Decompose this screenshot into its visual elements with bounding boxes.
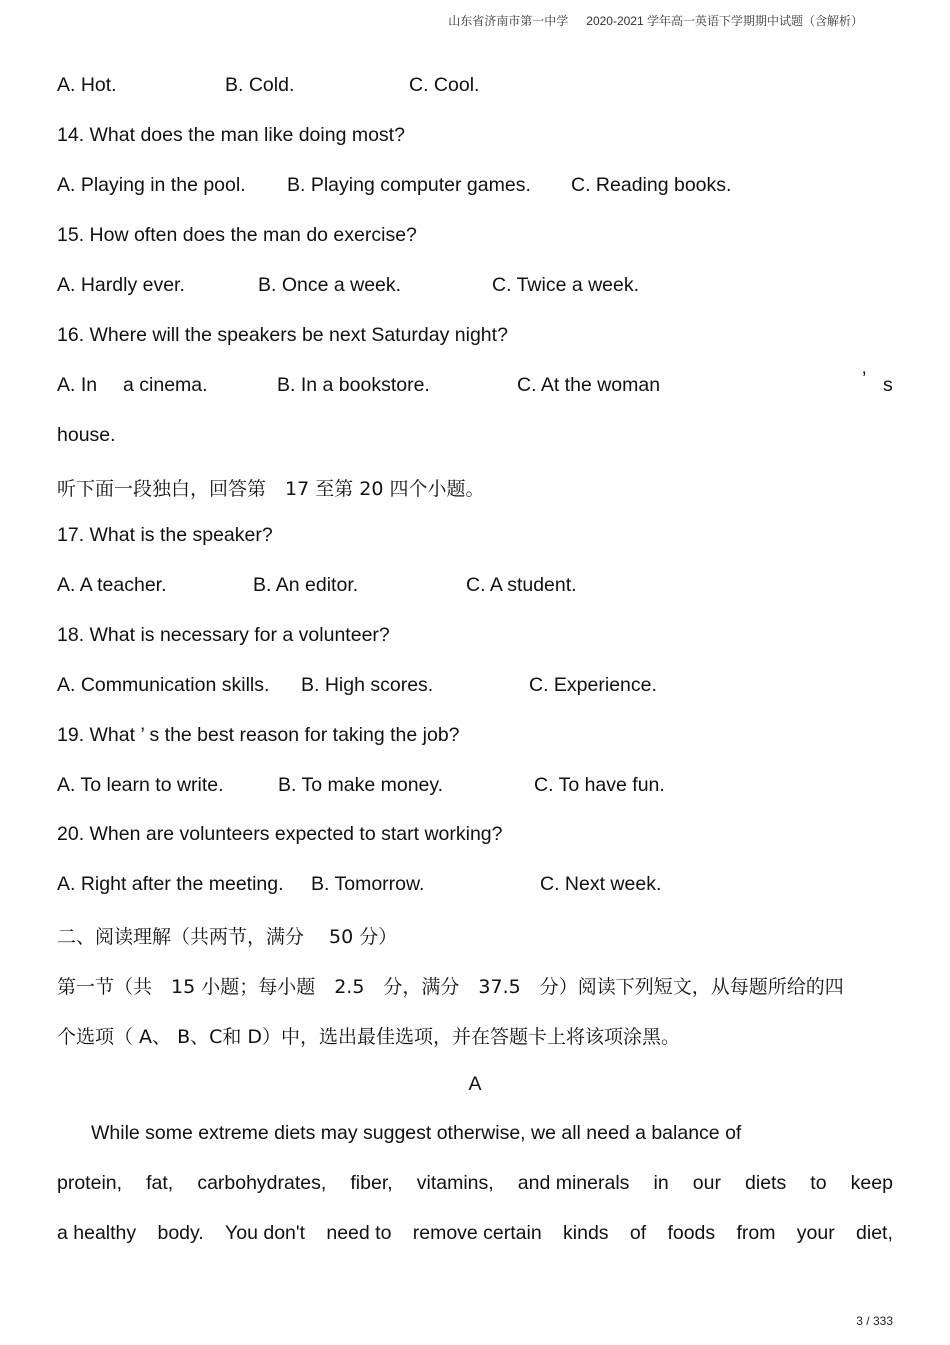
option-a: A. Hot. <box>57 74 117 96</box>
word: our <box>692 1172 721 1194</box>
section-instructions-line2: 个选项（ A、 B、C和 D）中，选出最佳选项，并在答题卡上将该项涂黑。 <box>57 1026 681 1048</box>
option-a: A. Hardly ever. <box>57 274 185 296</box>
word: fiber, <box>350 1172 393 1194</box>
option-b: B. Once a week. <box>258 274 402 296</box>
question-14: 14. What does the man like doing most? <box>57 124 405 146</box>
header-school: 山东省济南市第一中学 <box>448 14 569 28</box>
word: keep <box>850 1172 893 1194</box>
word: need to <box>326 1222 392 1244</box>
word: carbohydrates, <box>197 1172 327 1194</box>
option-c: C. Next week. <box>540 873 662 895</box>
option-a-prefix: A. In <box>57 374 98 396</box>
option-a: A. Playing in the pool. <box>57 174 246 196</box>
word: and minerals <box>517 1172 630 1194</box>
page-header <box>430 12 863 29</box>
current-page: 3 <box>856 1314 863 1328</box>
word: diets <box>745 1172 787 1194</box>
option-b: B. Cold. <box>225 74 295 96</box>
paragraph-line-justified <box>57 1222 893 1245</box>
question-16: 16. Where will the speakers be next Saturday night? <box>57 324 508 346</box>
option-a-text: a cinema. <box>123 374 208 396</box>
option-a: A. A teacher. <box>57 574 167 596</box>
word: body. <box>157 1222 204 1244</box>
word: of <box>629 1222 647 1244</box>
option-b: B. An editor. <box>253 574 359 596</box>
option-a: A. Right after the meeting. <box>57 873 284 895</box>
option-a: A. To learn to write. <box>57 774 224 796</box>
word: a healthy <box>57 1222 137 1244</box>
option-c: C. To have fun. <box>534 774 665 796</box>
word: to <box>810 1172 827 1194</box>
question-17: 17. What is the speaker? <box>57 524 273 546</box>
option-c: C. At the woman <box>517 374 661 396</box>
option-c: C. Reading books. <box>571 174 732 196</box>
option-c: C. Experience. <box>529 674 657 696</box>
option-c: C. Cool. <box>409 74 480 96</box>
word: remove certain <box>412 1222 542 1244</box>
question-18: 18. What is necessary for a volunteer? <box>57 624 390 646</box>
option-c-end: s <box>883 374 893 396</box>
word: in <box>653 1172 669 1194</box>
word: your <box>796 1222 835 1244</box>
apostrophe: ’ <box>862 368 867 390</box>
question-20: 20. When are volunteers expected to start working? <box>57 823 503 845</box>
option-c: C. Twice a week. <box>492 274 640 296</box>
section-heading: 二、阅读理解（共两节，满分 50 分） <box>57 926 398 948</box>
option-b: B. High scores. <box>301 674 434 696</box>
word: kinds <box>563 1222 609 1244</box>
q16-option-c-wrap: house. <box>57 424 116 446</box>
instruction-monologue: 听下面一段独白，回答第 17 至第 20 四个小题。 <box>57 478 485 500</box>
section-instructions-line1: 第一节（共 15 小题；每小题 2.5 分，满分 37.5 分）阅读下列短文，从每题所给的四 <box>57 976 844 998</box>
option-c: C. A student. <box>466 574 577 596</box>
paragraph-line: While some extreme diets may suggest otherwise, we all need a balance of <box>91 1122 742 1144</box>
option-a: A. Communication skills. <box>57 674 270 696</box>
word: from <box>736 1222 776 1244</box>
question-19: 19. What ’ s the best reason for taking the job? <box>57 724 460 746</box>
question-15: 15. How often does the man do exercise? <box>57 224 417 246</box>
header-title: 2020-2021 学年高一英语下学期期中试题（含解析） <box>586 14 863 28</box>
word: foods <box>667 1222 716 1244</box>
option-b: B. Tomorrow. <box>311 873 425 895</box>
option-b: B. To make money. <box>278 774 444 796</box>
word: fat, <box>146 1172 174 1194</box>
paragraph-line-justified <box>57 1172 893 1195</box>
passage-label: A <box>468 1073 482 1095</box>
word: protein, <box>57 1172 123 1194</box>
total-pages: 333 <box>872 1314 893 1328</box>
option-b: B. In a bookstore. <box>277 374 430 396</box>
option-b: B. Playing computer games. <box>287 174 531 196</box>
page-number: 3 / 333 <box>856 1314 893 1328</box>
word: diet, <box>856 1222 893 1244</box>
word: You don't <box>225 1222 306 1244</box>
word: vitamins, <box>416 1172 494 1194</box>
